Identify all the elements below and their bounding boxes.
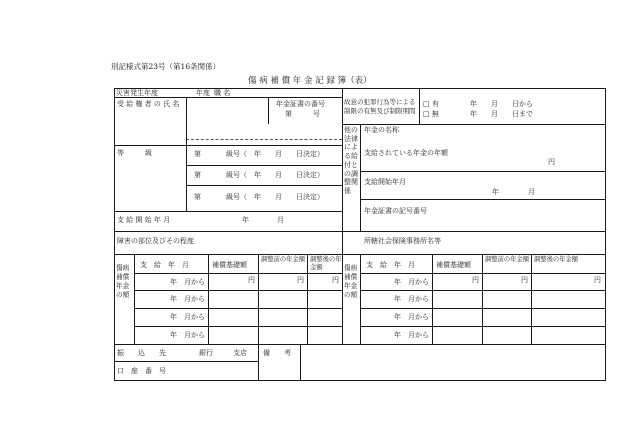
after-adjust-yen: 円 <box>594 276 601 284</box>
table-row-month: 年 月から <box>394 331 429 339</box>
grade-row-prefix: 第 <box>194 193 201 201</box>
recipient-name-label: 受 給 権 者 の 氏 名 <box>117 100 180 108</box>
annual-right-side-label: 傷病補償年金の額 <box>344 264 358 299</box>
payment-start-label: 支 給 開 始 年 月 <box>117 216 171 224</box>
col-after-adjust: 調整後の年金額 <box>310 256 342 271</box>
table-row-month: 年 月から <box>170 331 205 339</box>
form-number: 別記様式第23号（第16条関係） <box>111 62 221 71</box>
adjustment-side-label: 他の法律による給付との調整関係 <box>344 126 358 195</box>
grade-label: 等 級 <box>117 149 152 157</box>
remarks-label: 備 考 <box>263 349 291 357</box>
table-row-month: 年 月から <box>394 278 429 286</box>
table-row-month: 年 月から <box>394 313 429 321</box>
pension-amount-yen: 円 <box>548 158 555 166</box>
restriction-until-date: 年 月 日まで <box>470 110 533 118</box>
year-suffix: 年度 <box>196 89 210 97</box>
annual-left-side-label: 傷病補償年金の額 <box>116 264 130 299</box>
social-insurance-office-label: 所轄社会保険事務所名等 <box>364 237 441 245</box>
disaster-year-label: 災害発生年度 <box>116 89 158 97</box>
col-payment-month: 支 給 年 月 <box>140 261 189 269</box>
col-before-adjust: 調整前の年金額 <box>485 256 530 263</box>
payment-start-year: 年 <box>242 216 249 224</box>
col-before-adjust: 調整前の年金額 <box>261 256 306 263</box>
certificate-number-suffix: 第 号 <box>285 110 320 118</box>
table-row-month: 年 月から <box>170 313 205 321</box>
pension-name-label: 年金の名称 <box>364 126 399 134</box>
pension-cert-code-label: 年金証書の記号番号 <box>364 207 427 215</box>
payment-start-month: 月 <box>277 216 284 224</box>
grade-row-prefix: 第 <box>194 150 201 158</box>
certificate-number-label: 年金証書の番号 <box>276 100 325 108</box>
before-adjust-yen: 円 <box>297 276 304 284</box>
table-row-month: 年 月から <box>170 295 205 303</box>
after-adjust-yen: 円 <box>332 276 339 284</box>
col-base-amount: 補償基礎額 <box>436 261 471 269</box>
col-after-adjust: 調整後の年金額 <box>534 256 579 263</box>
table-row-month: 年 月から <box>170 278 205 286</box>
pension-start-month: 月 <box>528 188 535 196</box>
account-number-label: 口 座 番 号 <box>117 367 166 375</box>
grade-row-text: 級号（ 年 月 日決定） <box>226 193 324 201</box>
option-yes-checkbox[interactable]: □ 有 <box>423 100 439 108</box>
grade-row-prefix: 第 <box>194 171 201 179</box>
crime-act-label: 故意の犯罪行為等による制限の有無及び制限期間 <box>344 98 416 115</box>
base-amount-yen: 円 <box>248 276 255 284</box>
disability-label: 障害の部位及びその程度 <box>117 237 194 245</box>
transfer-destination-label: 振 込 先 <box>117 349 166 357</box>
restriction-from-date: 年 月 日から <box>470 100 533 108</box>
grade-row-text: 級号（ 年 月 日決定） <box>226 150 324 158</box>
col-base-amount: 補償基礎額 <box>212 261 247 269</box>
col-payment-month: 支 給 年 月 <box>366 261 415 269</box>
pension-amount-label: 支給されている年金の年額 <box>364 149 448 157</box>
page-title: 傷 病 補 償 年 金 記 録 簿（表） <box>248 76 372 86</box>
staff-title-label: 職 名 <box>214 89 231 97</box>
grade-row-text: 級号（ 年 月 日決定） <box>226 171 324 179</box>
bank-label: 銀行 <box>199 349 213 357</box>
before-adjust-yen: 円 <box>521 276 528 284</box>
base-amount-yen: 円 <box>472 276 479 284</box>
pension-start-year: 年 <box>492 188 499 196</box>
branch-label: 支店 <box>233 349 247 357</box>
pension-start-label: 支給開始年月 <box>364 178 406 186</box>
table-row-month: 年 月から <box>394 295 429 303</box>
option-no-checkbox[interactable]: □ 無 <box>423 110 439 118</box>
